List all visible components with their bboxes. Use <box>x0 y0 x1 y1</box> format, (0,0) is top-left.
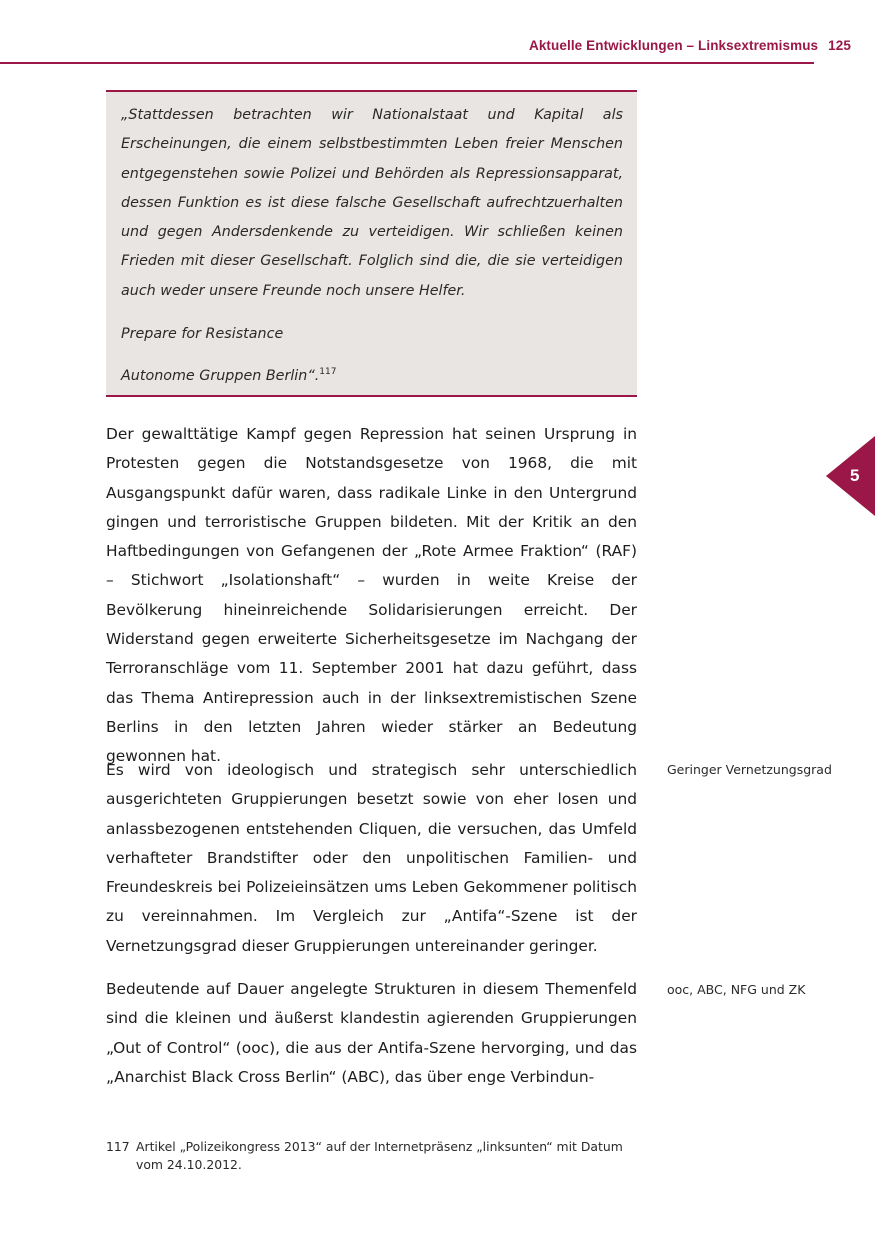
body-paragraph-2: Es wird von ideologisch und strategisch sehr unterschiedlich ausgerichteten Gruppierungen besetzt sowie von eher losen und anlassbezogenen entstehenden Cliquen, die versuchen, das Umfeld verhafteter Brandstifter oder den unpolitischen Familien- und Freundeskreis bei Polizeieinsätzen ums Leben Gekommener politisch zu vereinnahmen. Im Vergleich zur „Antifa“-Szene ist der Vernetzungsgrad dieser Gruppierungen untereinander geringer. <box>106 761 637 955</box>
body-paragraph-3: Bedeutende auf Dauer angelegte Strukturen in diesem Themenfeld sind die kleinen und äußerst klandestin agierenden Gruppierungen „Out of Control“ (ooc), die aus der Antifa-Szene hervorging, und das „Anarchist Black Cross Berlin“ (ABC), das über enge Verbindun- <box>106 980 637 1086</box>
body-paragraph-1: Der gewalttätige Kampf gegen Repression hat seinen Ursprung in Protesten gegen die Notstandsgesetze von 1968, die mit Ausgangspunkt dafür waren, dass radikale Linke in den Untergrund gingen und terroristische Gruppen bildeten. Mit der Kritik an den Haftbedingungen von Gefangenen der „Rote Armee Fraktion“ (RAF) – Stichwort „Isolationshaft“ – wurden in weite Kreise der Bevölkerung hineinreichende Solidarisierungen erreicht. Der Widerstand gegen erweiterte Sicherheitsgesetze im Nachgang der Terroranschläge vom 11. September 2001 hat dazu geführt, dass das Thema Antirepression auch in der linksextremistischen Szene Berlins in den letzten Jahren wieder stärker an Bedeutung gewonnen hat. <box>106 425 637 766</box>
margin-note-1: Geringer Vernetzungsgrad <box>667 762 832 777</box>
running-header <box>529 38 851 53</box>
footnote-number: 117 <box>106 1139 130 1154</box>
footnote-text: Artikel „Polizeikongress 2013“ auf der Internetpräsenz „linksunten“ mit Datum vom 24.10.2012. <box>136 1139 623 1172</box>
page-number: 125 <box>828 38 851 53</box>
quote-line-3 <box>121 362 623 391</box>
footnote <box>106 1138 637 1174</box>
footnote-reference[interactable]: 117 <box>319 367 337 378</box>
header-rule <box>0 62 814 64</box>
quote-text: „Stattdessen betrachten wir Nationalstaat und Kapital als Erscheinungen, die einem selbstbestimmten Leben freier Menschen entgegenstehen sowie Polizei und Behörden als Repressionsapparat, dessen Funktion es ist diese falsche Gesellschaft aufrechtzuerhalten und gegen Andersdenkende zu verteidigen. Wir schließen keinen Frieden mit dieser Gesellschaft. Folglich sind die, die sie verteidigen auch weder unsere Freunde noch unsere Helfer. <box>121 107 623 299</box>
chapter-number: 5 <box>850 466 860 485</box>
quote-box <box>106 90 637 397</box>
quote-line-2: Prepare for Resistance <box>121 325 284 342</box>
chapter-tab[interactable] <box>826 436 875 516</box>
quote-signature: Autonome Gruppen Berlin“. <box>121 368 320 385</box>
margin-note-2: ooc, ABC, NFG und ZK <box>667 982 806 997</box>
running-title: Aktuelle Entwicklungen – Linksextremismus <box>528 38 819 53</box>
